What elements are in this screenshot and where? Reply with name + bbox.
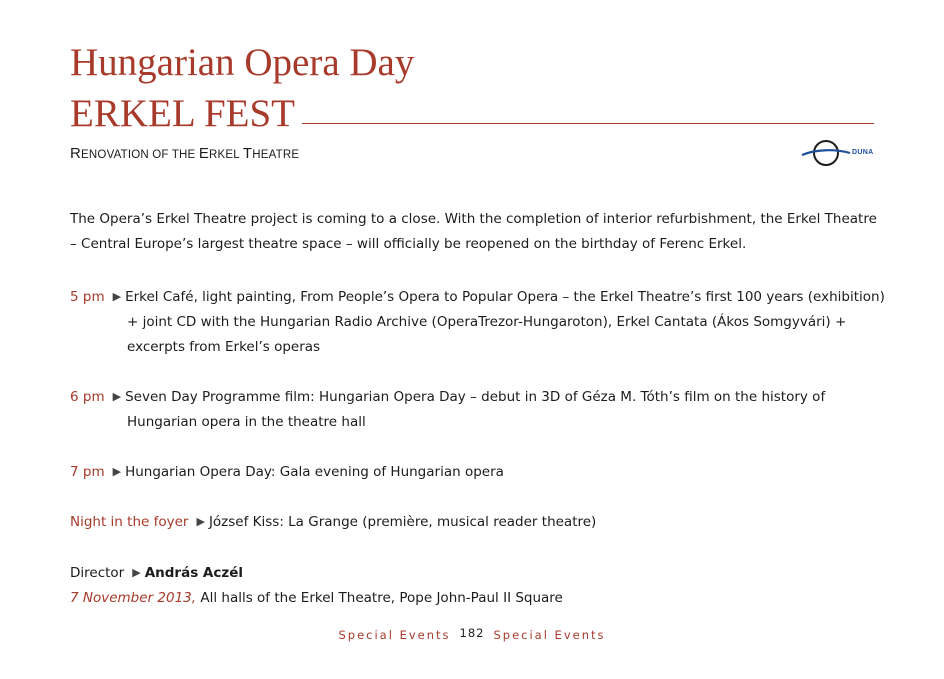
schedule-item (70, 510, 596, 535)
item-line: József Kiss: La Grange (première, musical reader theatre) (208, 514, 597, 530)
venue-line (70, 586, 563, 611)
event-date: 7 November 2013, (70, 590, 197, 606)
item-line: Hungarian Opera Day: Gala evening of Hungarian opera (125, 464, 504, 480)
item-line: + joint CD with the Hungarian Radio Archive (OperaTrezor-Hungaroton), Erkel Cantata (Ákos Somgyvári) + (127, 314, 847, 330)
item-time: Night in the foyer (70, 514, 189, 530)
item-line: Seven Day Programme film: Hungarian Opera Day – debut in 3D of Géza M. Tóth’s film on the history of (125, 389, 826, 405)
footer-section-left: Special Events (338, 628, 451, 642)
schedule-item (70, 385, 825, 435)
director-name: András Aczél (144, 565, 244, 581)
logo-text: DUNA (852, 149, 874, 156)
schedule-item (70, 285, 885, 360)
item-time: 6 pm (70, 389, 105, 405)
item-line: Hungarian opera in the theatre hall (127, 414, 366, 430)
item-time: 5 pm (70, 289, 105, 305)
subtitle-part: ENOVATION OF THE (81, 149, 199, 161)
page-title-line1: Hungarian Opera Day (70, 41, 415, 84)
arrow-icon: ▶ (132, 566, 141, 579)
item-time: 7 pm (70, 464, 105, 480)
footer-section-right: Special Events (493, 628, 606, 642)
arrow-icon: ▶ (112, 465, 122, 478)
intro-paragraph (70, 207, 877, 257)
arrow-icon: ▶ (112, 390, 122, 403)
item-line: Erkel Café, light painting, From People’s Opera to Popular Opera – the Erkel Theatre’s first 100 years (exhibition) (125, 289, 885, 305)
intro-line: – Central Europe’s largest theatre space – will officially be reopened on the birthday of Ferenc Erkel. (70, 236, 747, 252)
page-number: 182 (459, 626, 485, 640)
schedule-item (70, 460, 504, 485)
item-line: excerpts from Erkel’s operas (127, 339, 321, 355)
subtitle-part: E (198, 145, 210, 162)
page-title-line2: ERKEL FEST (70, 92, 295, 135)
director-label: Director (70, 565, 125, 581)
arrow-icon: ▶ (196, 515, 205, 528)
subtitle (70, 145, 299, 162)
director-line (70, 561, 243, 586)
subtitle-part: RKEL (209, 149, 243, 161)
intro-line: The Opera’s Erkel Theatre project is coming to a close. With the completion of interior refurbishment, the Erkel Theatre (70, 211, 877, 227)
subtitle-part: T (242, 145, 253, 162)
page-footer (0, 628, 944, 642)
title-rule (302, 123, 874, 124)
subtitle-part: R (70, 145, 82, 162)
event-place: All halls of the Erkel Theatre, Pope John-Paul II Square (196, 590, 563, 606)
subtitle-part: HEATRE (252, 149, 300, 161)
arrow-icon: ▶ (112, 290, 122, 303)
